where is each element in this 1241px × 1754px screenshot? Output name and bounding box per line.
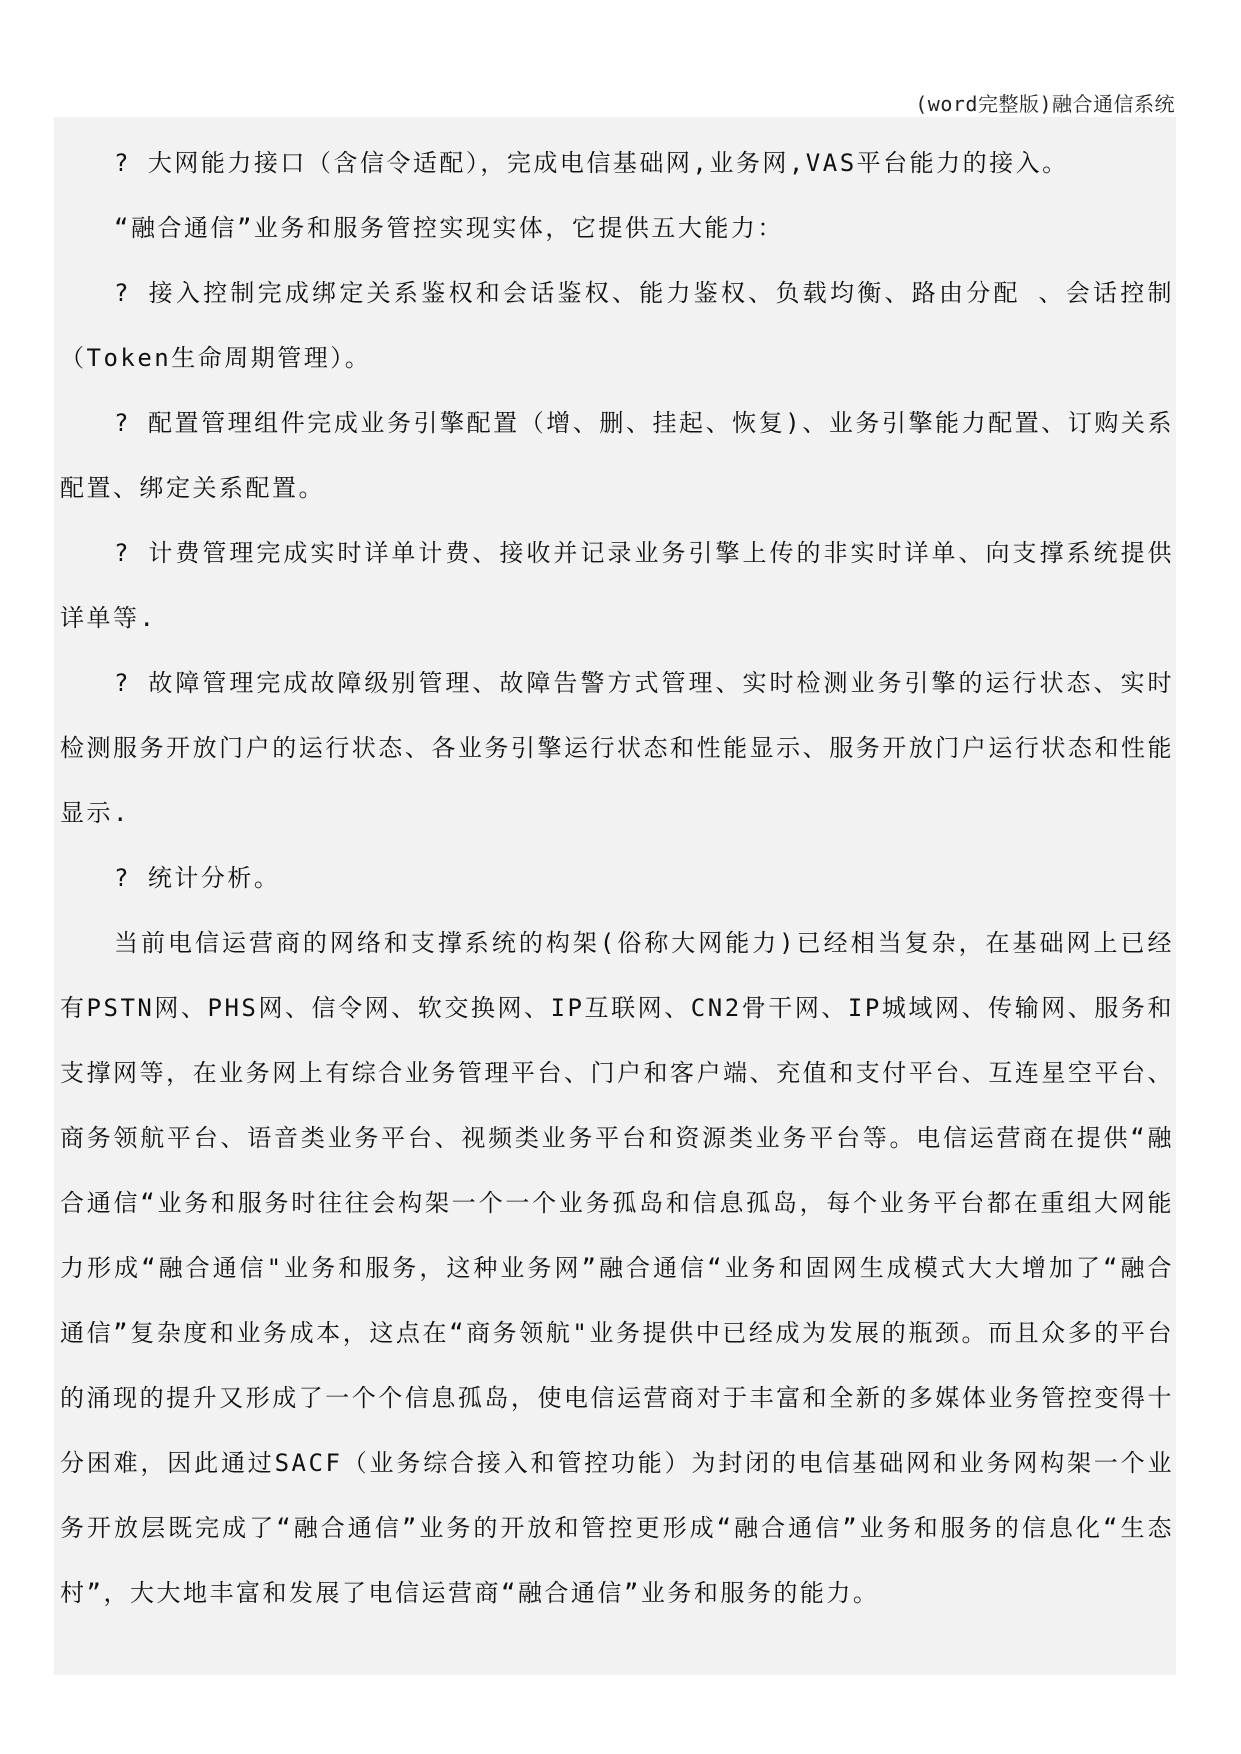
page-header-title: (word完整版)融合通信系统: [915, 92, 1175, 116]
document-body: [54, 117, 1176, 1675]
paragraph-fault-management: ? 故障管理完成故障级别管理、故障告警方式管理、实时检测业务引擎的运行状态、实时检测服务开放门户的运行状态、各业务引擎运行状态和性能显示、服务开放门户运行状态和性能显示.: [60, 669, 1174, 827]
paragraph-configuration-management: ? 配置管理组件完成业务引擎配置（增、删、挂起、恢复)、业务引擎能力配置、订购关系配置、绑定关系配置。: [60, 409, 1174, 502]
paragraph-network-interface: ? 大网能力接口（含信令适配），完成电信基础网,业务网,VAS平台能力的接入。: [114, 149, 1069, 177]
paragraph-five-capabilities-intro: “融合通信”业务和服务管控实现实体，它提供五大能力：: [114, 214, 784, 242]
paragraph-billing-management: ? 计费管理完成实时详单计费、接收并记录业务引擎上传的非实时详单、向支撑系统提供详单等.: [60, 539, 1174, 632]
paragraph-statistics-analysis: ? 统计分析。: [114, 864, 281, 892]
paragraph-access-control: ? 接入控制完成绑定关系鉴权和会话鉴权、能力鉴权、负载均衡、路由分配 、会话控制（Token生命周期管理）。: [60, 279, 1174, 372]
paragraph-current-situation: 当前电信运营商的网络和支撑系统的构架(俗称大网能力)已经相当复杂，在基础网上已经有PSTN网、PHS网、信令网、软交换网、IP互联网、CN2骨干网、IP城域网、传输网、服务和支撑网等，在业务网上有综合业务管理平台、门户和客户端、充值和支付平台、互连星空平台、商务领航平台、语音类业务平台、视频类业务平台和资源类业务平台等。电信运营商在提供“融合通信“业务和服务时往往会构架一个一个业务孤岛和信息孤岛，每个业务平台都在重组大网能力形成“融合通信"业务和服务，这种业务网”融合通信“业务和固网生成模式大大增加了“融合通信”复杂度和业务成本，这点在“商务领航"业务提供中已经成为发展的瓶颈。而且众多的平台的涌现的提升又形成了一个个信息孤岛，使电信运营商对于丰富和全新的多媒体业务管控变得十分困难，因此通过SACF（业务综合接入和管控功能）为封闭的电信基础网和业务网构架一个业务开放层既完成了“融合通信”业务的开放和管控更形成“融合通信”业务和服务的信息化“生态村”，大大地丰富和发展了电信运营商“融合通信”业务和服务的能力。: [60, 929, 1174, 1607]
